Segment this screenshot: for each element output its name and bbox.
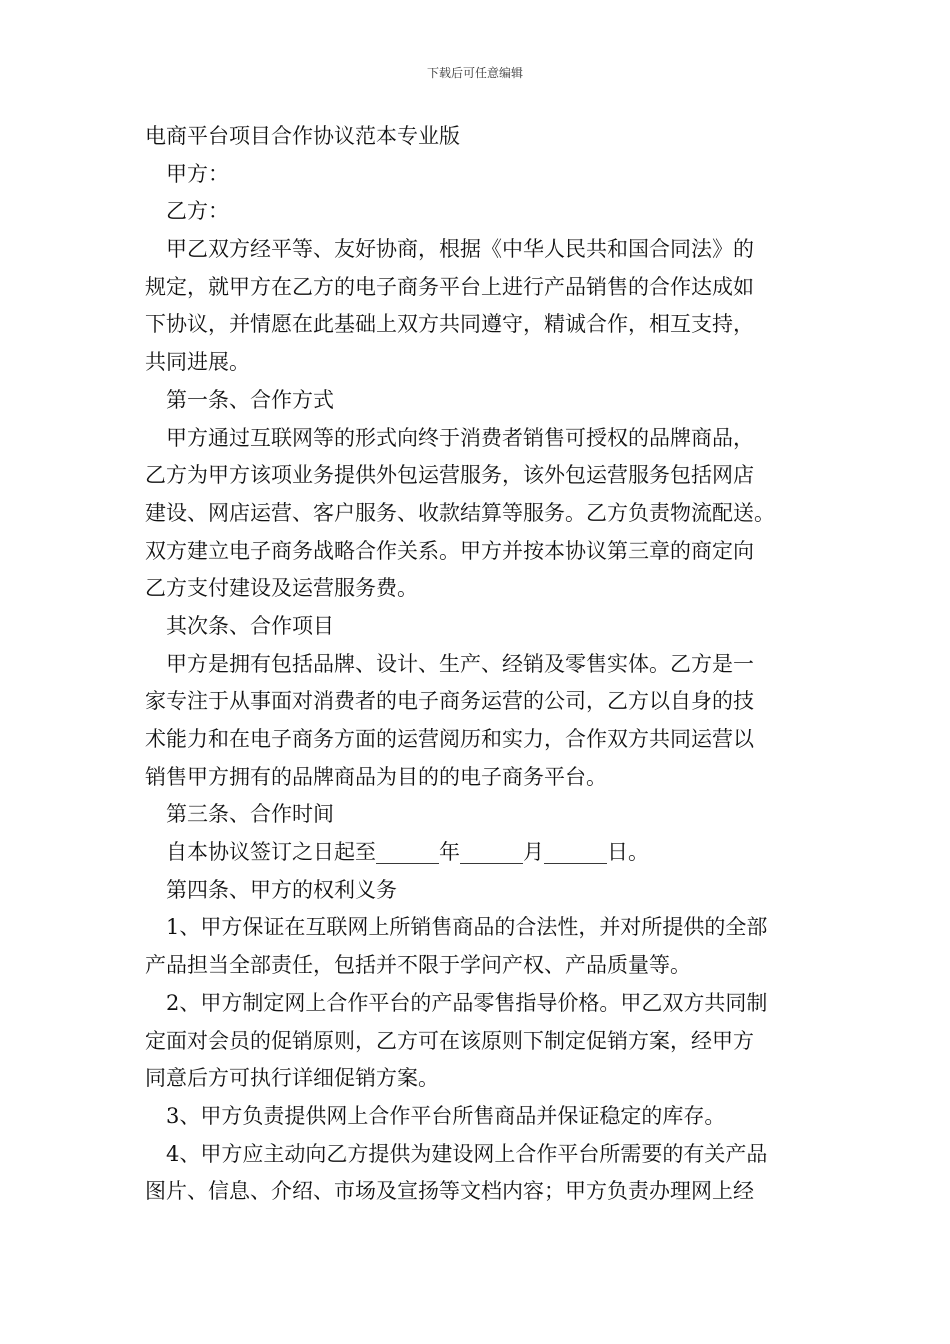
paragraph-line: 双方建立电子商务战略合作关系。甲方并按本协议第三章的商定向: [145, 538, 754, 563]
page-header: 下载后可任意编辑: [426, 66, 523, 80]
paragraph-line: 乙方为甲方该项业务提供外包运营服务，该外包运营服务包括网店: [145, 463, 754, 488]
paragraph-line: 乙方支付建设及运营服务费。: [145, 576, 418, 601]
section-heading: 第四条、甲方的权利义务: [145, 877, 397, 902]
section-heading: 其次条、合作项目: [145, 613, 334, 638]
paragraph-line: 4、甲方应主动向乙方提供为建设网上合作平台所需要的有关产品: [145, 1141, 768, 1166]
paragraph-line: 图片、信息、介绍、市场及宣扬等文档内容；甲方负责办理网上经: [145, 1179, 754, 1204]
paragraph-line: 家专注于从事面对消费者的电子商务运营的公司，乙方以自身的技: [145, 689, 754, 714]
document-body: [145, 118, 845, 1211]
paragraph-line: 同意后方可执行详细促销方案。: [145, 1066, 439, 1091]
paragraph-line: 销售甲方拥有的品牌商品为目的的电子商务平台。: [145, 764, 607, 789]
paragraph-line: 自本协议签订之日起至______年______月______日。: [145, 840, 649, 865]
paragraph-line: 下协议，并情愿在此基础上双方共同遵守，精诚合作，相互支持，: [145, 312, 754, 337]
paragraph-line: 甲乙双方经平等、友好协商，根据《中华人民共和国合同法》的: [145, 237, 754, 262]
party-a-line: 甲方：: [145, 161, 229, 186]
paragraph-line: 3、甲方负责提供网上合作平台所售商品并保证稳定的库存。: [145, 1103, 726, 1128]
paragraph-line: 1、甲方保证在互联网上所销售商品的合法性，并对所提供的全部: [145, 915, 768, 940]
section-heading: 第一条、合作方式: [145, 387, 334, 412]
paragraph-line: 共同进展。: [145, 350, 250, 375]
paragraph-line: 甲方是拥有包括品牌、设计、生产、经销及零售实体。乙方是一: [145, 651, 754, 676]
paragraph-line: 2、甲方制定网上合作平台的产品零售指导价格。甲乙双方共同制: [145, 990, 768, 1015]
paragraph-line: 建设、网店运营、客户服务、收款结算等服务。乙方负责物流配送。: [145, 500, 775, 525]
paragraph-line: 术能力和在电子商务方面的运营阅历和实力，合作双方共同运营以: [145, 727, 754, 751]
paragraph-line: 规定，就甲方在乙方的电子商务平台上进行产品销售的合作达成如: [145, 274, 754, 299]
party-b-line: 乙方：: [145, 199, 229, 224]
section-heading: 第三条、合作时间: [145, 802, 334, 827]
paragraph-line: 甲方通过互联网等的形式向终于消费者销售可授权的品牌商品，: [145, 425, 754, 450]
document-title: 电商平台项目合作协议范本专业版: [145, 124, 460, 148]
paragraph-line: 产品担当全部责任，包括并不限于学问产权、产品质量等。: [145, 953, 691, 978]
paragraph-line: 定面对会员的促销原则，乙方可在该原则下制定促销方案，经甲方: [145, 1028, 754, 1053]
